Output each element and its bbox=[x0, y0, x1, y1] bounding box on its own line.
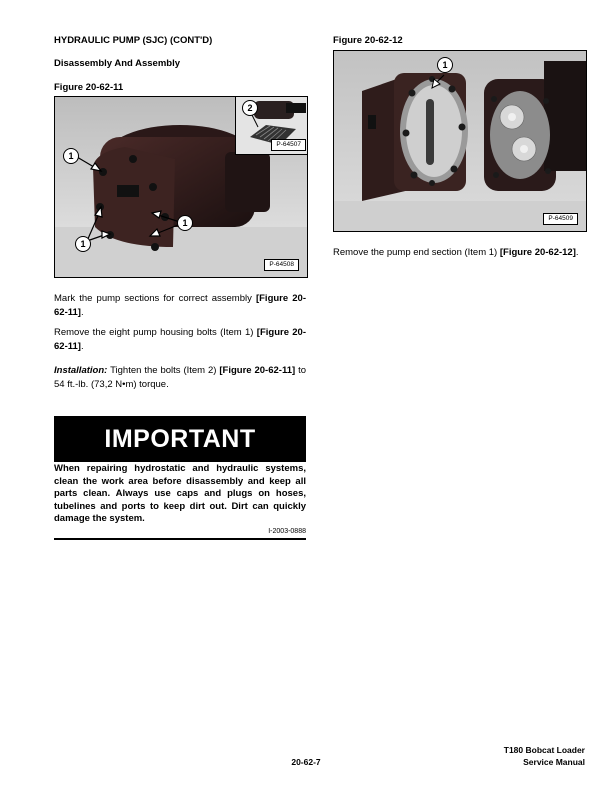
figure-label-12: Figure 20-62-12 bbox=[333, 35, 403, 46]
callout-1-right: 1 bbox=[177, 215, 193, 231]
paragraph-remove-end-section: Remove the pump end section (Item 1) [Figure 20-62-12]. bbox=[333, 247, 579, 258]
paragraph-remove-bolts: Remove the eight pump housing bolts (Item 1) [Figure 20-62-11]. bbox=[54, 327, 307, 352]
section-title: HYDRAULIC PUMP (SJC) (CONT'D) bbox=[54, 35, 213, 46]
paragraph-installation: Installation: Tighten the bolts (Item 2) [Figure 20-62-11] to 54 ft.-lb. (73,2 N•m) torque. bbox=[54, 365, 307, 390]
important-rule bbox=[54, 538, 306, 540]
important-banner: IMPORTANT bbox=[54, 416, 306, 462]
figure-12-photo-id: P-64509 bbox=[543, 213, 578, 225]
important-body: When repairing hydrostatic and hydraulic systems, clean the work area before disassembly and keep all parts clean. Always use caps and plugs on hoses, tubelines and ports to keep dirt out. Dirt can quickly damage the system. bbox=[54, 463, 306, 524]
important-code: I-2003-0888 bbox=[268, 528, 306, 535]
page-number: 20-62-7 bbox=[291, 757, 321, 767]
end-section-illustration bbox=[334, 51, 586, 231]
inset-photo-id: P-64507 bbox=[271, 139, 306, 151]
paragraph-mark-sections: Mark the pump sections for correct assembly [Figure 20-62-11]. bbox=[54, 293, 307, 318]
figure-20-62-12-photo bbox=[333, 50, 587, 232]
callout-2: 2 bbox=[242, 100, 258, 116]
manual-subtitle: Service Manual bbox=[523, 757, 585, 767]
figure-label-11: Figure 20-62-11 bbox=[54, 82, 124, 93]
figure-20-62-11-photo bbox=[54, 96, 308, 278]
manual-title: T180 Bobcat Loader bbox=[503, 745, 585, 755]
callout-1-end-section: 1 bbox=[437, 57, 453, 73]
callout-1-bottom: 1 bbox=[75, 236, 91, 252]
figure-photo-id: P-64508 bbox=[264, 259, 299, 271]
subsection-title: Disassembly And Assembly bbox=[54, 58, 181, 69]
callout-1-top: 1 bbox=[63, 148, 79, 164]
